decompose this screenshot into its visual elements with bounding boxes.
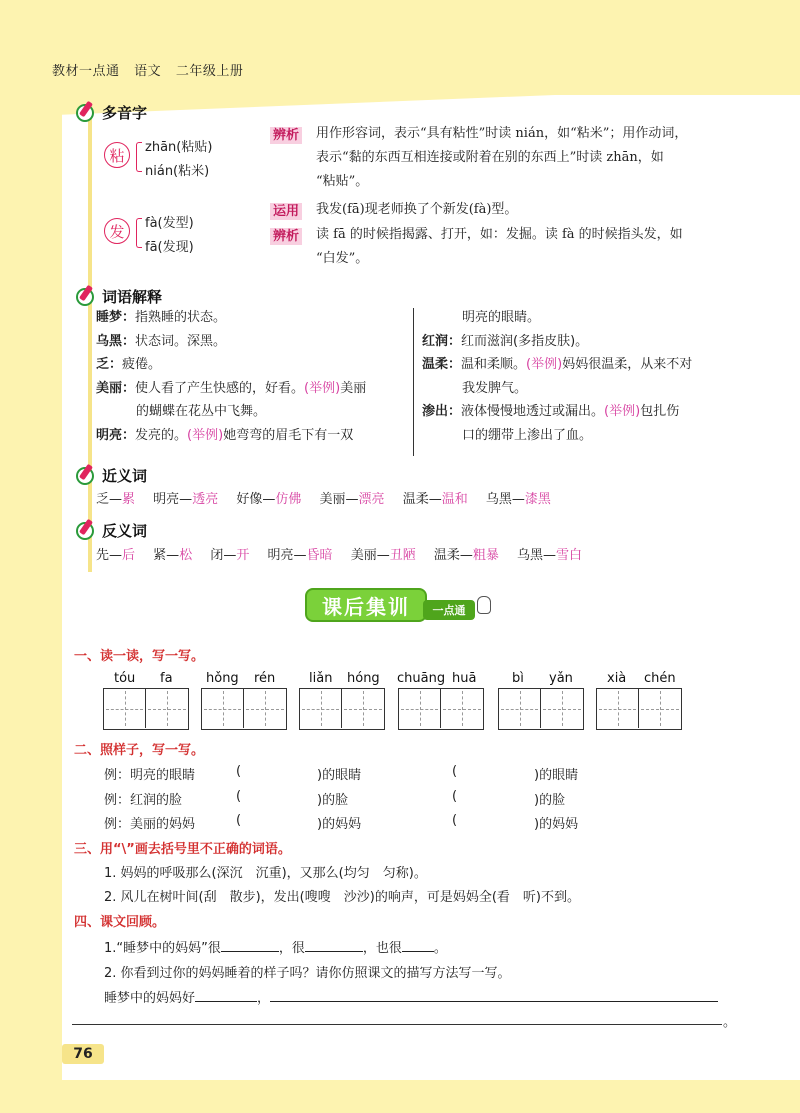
antonym-list xyxy=(96,544,596,563)
column-divider xyxy=(413,308,414,456)
question-4-line: 1.“睡梦中的妈妈”很 ，很 ，也很 。 xyxy=(104,937,447,956)
pinyin: chén xyxy=(644,671,676,686)
pinyin: chuāng xyxy=(397,671,446,686)
answer-blank[interactable] xyxy=(305,938,363,952)
suffix: )的脸 xyxy=(534,793,566,808)
usage-text: 我发(fā)现老师换了个新发(fà)型。 xyxy=(316,202,518,217)
synonyms-title: 近义词 xyxy=(76,464,147,486)
example-text: 例：明亮的眼睛 xyxy=(104,768,196,783)
question-3-line: 1. 妈妈的呼吸那么(深沉 沉重)，又那么(均匀 匀称)。 xyxy=(104,866,427,881)
vocab-item: 美丽：使人看了产生快感的，好看。(举例)美丽 xyxy=(96,380,367,396)
pen-icon xyxy=(76,285,98,307)
reading: nián(粘米) xyxy=(145,164,210,179)
vocab-item: 口的绷带上渗出了血。 xyxy=(462,427,593,443)
synonym-list xyxy=(96,488,565,507)
synonym-pair: 明亮—透亮 xyxy=(153,492,219,507)
pinyin: bì xyxy=(512,671,524,686)
answer-blank[interactable] xyxy=(270,988,718,1002)
answer-blank[interactable] xyxy=(221,938,279,952)
pinyin: tóu xyxy=(114,671,136,686)
grade: 二年级上册 xyxy=(175,64,244,79)
banner-title: 课后集训 xyxy=(305,588,427,622)
vocab-item: 明亮：发亮的。(举例)她弯弯的眉毛下有一双 xyxy=(96,427,354,443)
writing-grid[interactable] xyxy=(201,688,287,730)
vocab-item: 睡梦：指熟睡的状态。 xyxy=(96,310,227,325)
example-text: 例：红润的脸 xyxy=(104,793,183,808)
pen-icon xyxy=(76,464,98,486)
reading: fā(发现) xyxy=(145,240,194,255)
pinyin: xià xyxy=(607,671,627,686)
vocab-right xyxy=(422,306,752,447)
suffix: )的脸 xyxy=(317,793,349,808)
pinyin: huā xyxy=(452,671,477,686)
banner-subtitle: 一点通 xyxy=(423,600,475,620)
left-yellow-band xyxy=(0,95,60,1113)
bracket xyxy=(136,218,142,248)
suffix: )的眼睛 xyxy=(317,768,362,783)
tag-yunyong: 运用 xyxy=(270,203,302,220)
antonym-pair: 闭—开 xyxy=(210,548,250,563)
suffix: )的眼睛 xyxy=(534,768,579,783)
analysis-text: 读 fā 的时候指揭露、打开，如：发掘。读 fà 的时候指头发，如 xyxy=(316,227,683,242)
polyphone-title: 多音字 xyxy=(76,101,147,123)
bracket-open[interactable]: ( xyxy=(452,789,458,804)
pinyin: hóng xyxy=(347,671,380,686)
analysis-text: 表示“黏的东西互相连接或附着在别的东西上”时读 zhān，如 xyxy=(316,150,664,165)
writing-grid[interactable] xyxy=(596,688,682,730)
pinyin: yǎn xyxy=(549,671,573,686)
reading: zhān(粘贴) xyxy=(145,140,213,155)
page-number: 76 xyxy=(62,1044,104,1064)
question-3-line: 2. 风儿在树叶间(刮 散步)，发出(嗖嗖 沙沙)的响声，可是妈妈全(看 听)不到。 xyxy=(104,890,580,905)
analysis-text: “粘贴”。 xyxy=(316,174,369,189)
suffix: )的妈妈 xyxy=(534,817,579,832)
question-2-title: 二、照样子，写一写。 xyxy=(74,743,205,758)
writing-grid[interactable] xyxy=(103,688,189,730)
vocab-item: 温柔：温和柔顺。(举例)妈妈很温柔，从来不对 xyxy=(422,357,693,372)
synonym-pair: 温柔—温和 xyxy=(402,492,468,507)
vocab-item: 我发脾气。 xyxy=(462,380,528,396)
bracket-open[interactable]: ( xyxy=(236,789,242,804)
antonym-pair: 温柔—粗暴 xyxy=(433,548,499,563)
antonym-pair: 明亮—昏暗 xyxy=(267,548,333,563)
vocab-item: 明亮的眼睛。 xyxy=(462,310,541,325)
analysis-text: 用作形容词，表示“具有粘性”时读 nián，如“粘米”；用作动词， xyxy=(316,126,688,141)
question-4-title: 四、课文回顾。 xyxy=(74,915,166,930)
question-3-title: 三、用“\”画去括号里不正确的词语。 xyxy=(74,842,291,857)
antonyms-title: 反义词 xyxy=(76,519,147,541)
book-title: 教材一点通 xyxy=(52,64,120,79)
analysis-text: “白发”。 xyxy=(316,251,369,266)
pen-icon xyxy=(76,101,98,123)
char-zhan: 粘 xyxy=(104,142,130,168)
pinyin: hǒng xyxy=(206,671,239,686)
writing-grid[interactable] xyxy=(398,688,484,730)
question-4-line: 2. 你看到过你的妈妈睡着的样子吗？请你仿照课文的描写方法写一写。 xyxy=(104,966,511,981)
antonym-pair: 美丽—丑陋 xyxy=(350,548,416,563)
vocab-title: 词语解释 xyxy=(76,285,162,307)
bracket-open[interactable]: ( xyxy=(236,764,242,779)
vocab-item: 乏：疲倦。 xyxy=(96,357,162,372)
page-header xyxy=(52,60,253,79)
tag-jiexi: 辨析 xyxy=(270,228,302,245)
example-text: 例：美丽的妈妈 xyxy=(104,817,196,832)
answer-blank[interactable] xyxy=(402,938,434,952)
writing-grid[interactable] xyxy=(299,688,385,730)
synonym-pair: 乏—累 xyxy=(96,492,136,507)
period: 。 xyxy=(723,1015,737,1030)
writing-grid[interactable] xyxy=(498,688,584,730)
exercise-banner xyxy=(305,588,485,622)
vocab-item: 红润：红而滋润(多指皮肤)。 xyxy=(422,333,589,349)
vocab-item: 乌黑：状态词。深黑。 xyxy=(96,333,227,349)
question-1-title: 一、读一读，写一写。 xyxy=(74,649,205,664)
pointing-hand-icon xyxy=(477,596,491,614)
top-yellow-area xyxy=(0,0,800,110)
pinyin: liǎn xyxy=(309,671,333,686)
antonym-pair: 紧—松 xyxy=(153,548,193,563)
answer-blank[interactable] xyxy=(195,988,257,1002)
synonym-pair: 好像—仿佛 xyxy=(236,492,302,507)
bracket-open[interactable]: ( xyxy=(236,813,242,828)
bracket xyxy=(136,142,142,172)
char-fa: 发 xyxy=(104,218,130,244)
answer-line[interactable] xyxy=(72,1024,722,1025)
pinyin: fa xyxy=(160,671,173,686)
antonym-pair: 先—后 xyxy=(96,548,136,563)
antonym-pair: 乌黑—雪白 xyxy=(517,548,583,563)
question-4-line: 睡梦中的妈妈好 ， xyxy=(104,987,718,1006)
section-side-bar xyxy=(88,112,92,572)
tag-jiexi: 辨析 xyxy=(270,127,302,144)
synonym-pair: 乌黑—漆黑 xyxy=(485,492,551,507)
synonym-pair: 美丽—漂亮 xyxy=(319,492,385,507)
suffix: )的妈妈 xyxy=(317,817,362,832)
pinyin: rén xyxy=(254,671,276,686)
vocab-item: 渗出：液体慢慢地透过或漏出。(举例)包扎伤 xyxy=(422,404,680,419)
subject: 语文 xyxy=(134,64,162,79)
bracket-open[interactable]: ( xyxy=(452,764,458,779)
pen-icon xyxy=(76,519,98,541)
vocab-left xyxy=(96,306,411,447)
bracket-open[interactable]: ( xyxy=(452,813,458,828)
reading: fà(发型) xyxy=(145,216,194,231)
vocab-item: 的蝴蝶在花丛中飞舞。 xyxy=(136,404,267,419)
